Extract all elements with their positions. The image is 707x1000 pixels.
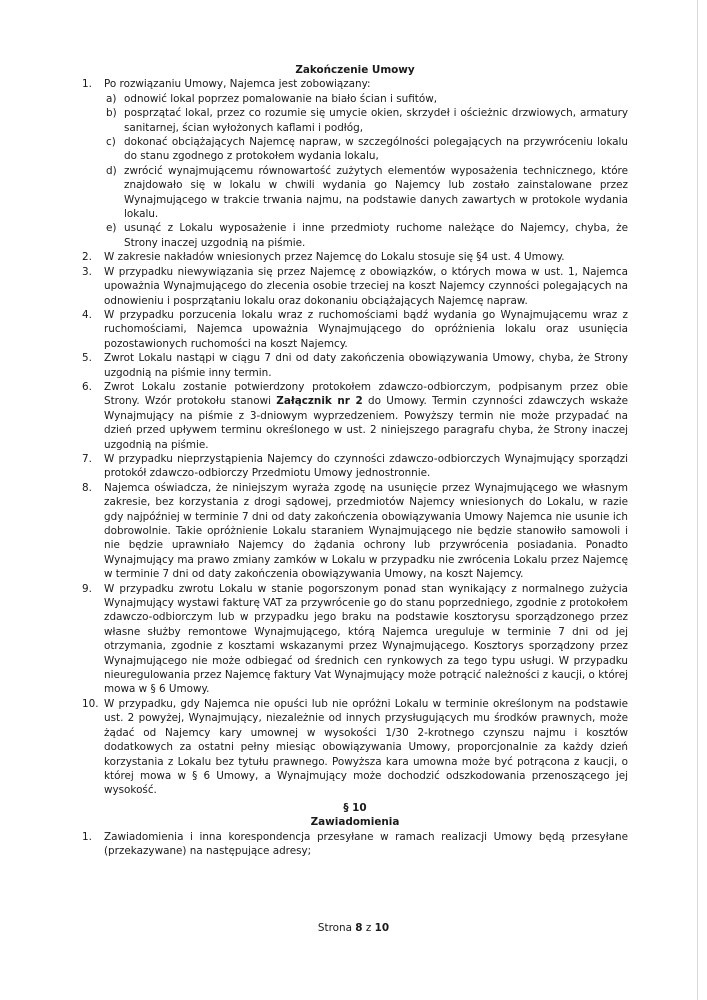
page-footer bbox=[0, 921, 707, 935]
subitem-text: odnowić lokal poprzez pomalowanie na biało ścian i sufitów, bbox=[124, 92, 438, 105]
clause-number: 9. bbox=[82, 582, 92, 595]
clause-3 bbox=[82, 265, 628, 308]
clause-number: 7. bbox=[82, 452, 92, 465]
clause-9 bbox=[82, 582, 628, 697]
clause-6 bbox=[82, 380, 628, 452]
subitem-text: dokonać obciążających Najemcę napraw, w szczególności polegających na przywróceniu lokalu do stanu zgodnego z protokołem wydania lokalu, bbox=[124, 136, 628, 163]
clause-number: 4. bbox=[82, 308, 92, 321]
page-edge-line bbox=[697, 0, 698, 1000]
subitem-label: d) bbox=[106, 164, 117, 177]
section-title: Zawiadomienia bbox=[310, 816, 400, 829]
clause-1 bbox=[82, 77, 628, 250]
subitem-c bbox=[104, 135, 628, 164]
clause-number: 1. bbox=[82, 78, 92, 91]
clause-text-after: do Umowy. Termin czynności zdawczych wskaże Wynajmujący na piśmie z 3-dniowym wyprzedzeniem. Powyższy termin nie może przypadać na dzień przed upływem terminu określonego w ust. 2 niniejszego paragrafu chyba, że Strony inaczej uzgodnią na piśmie. bbox=[104, 395, 628, 451]
termination-clauses bbox=[82, 77, 628, 797]
clause-text: Najemca oświadcza, że niniejszym wyraża zgodę na usunięcie przez Wynajmującego we własnym zakresie, bez korzystania z drogi sądowej, przedmiotów Najemcy wniesionych do Lokalu, w razie gdy najpóźniej w terminie 7 dni od daty zakończenia obowiązywania Umowy Najemca nie usunie ich dobrowolnie. Takie opróżnienie Lokalu staraniem Wynajmującego nie będzie stanowiło samowoli i nie będzie uprawniało Najemcy do żądania ochrony lub przywrócenia posiadania. Ponadto Wynajmujący ma prawo zmiany zamków w Lokalu w przypadku nie zwrócenia Lokalu przez Najemcę w terminie 7 dni od daty zakończenia obowiązywania Umowy, na koszt Najemcy. bbox=[104, 481, 628, 581]
clause-4 bbox=[82, 308, 628, 351]
clause-number: 1. bbox=[82, 830, 92, 843]
current-page-number: 8 bbox=[355, 922, 363, 934]
section-number: § 10 bbox=[343, 801, 367, 814]
subitem-text: posprzątać lokal, przez co rozumie się umycie okien, skrzydeł i ościeżnic drzwiowych, armatury sanitarnej, ścian wyłożonych kaflami i podłóg, bbox=[124, 107, 628, 134]
clause-1-subitems bbox=[104, 92, 628, 250]
attachment-reference: Załącznik nr 2 bbox=[276, 395, 363, 408]
clause-number: 2. bbox=[82, 251, 92, 264]
clause-text-before: Zwrot Lokalu zostanie potwierdzony protokołem zdawczo-odbiorczym, podpisanym przez obie Strony. Wzór protokołu stanowi bbox=[104, 380, 628, 408]
subitem-label: b) bbox=[106, 107, 117, 120]
clause-text: W przypadku niewywiązania się przez Najemcę z obowiązków, o których mowa w ust. 1, Najemca upoważnia Wynajmującego do zlecenia osobie trzeciej na koszt Najemcy czynności polegających na odnowieniu i posprzątaniu lokalu oraz dokonaniu obciążających Najemcę napraw. bbox=[104, 265, 628, 307]
clause-number: 5. bbox=[82, 352, 92, 365]
document-content bbox=[82, 63, 628, 858]
clause-number: 3. bbox=[82, 265, 92, 278]
clause-number: 6. bbox=[82, 380, 92, 393]
clause-text: W zakresie nakładów wniesionych przez Najemcę do Lokalu stosuje się §4 ust. 4 Umowy. bbox=[104, 251, 565, 264]
page-label: Strona bbox=[317, 922, 352, 934]
subitem-text: usunąć z Lokalu wyposażenie i inne przedmioty ruchome należące do Najemcy, chyba, że Strony inaczej uzgodnią na piśmie. bbox=[124, 222, 628, 249]
subitem-d bbox=[104, 164, 628, 222]
clause-text: W przypadku nieprzystąpienia Najemcy do czynności zdawczo-odbiorczych Wynajmujący sporządzi protokół zdawczo-odbiorczy Przedmiotu Umowy jednostronnie. bbox=[104, 452, 628, 480]
page-separator: z bbox=[365, 922, 372, 934]
subitem-label: e) bbox=[106, 222, 117, 235]
clause-text: Zwrot Lokalu nastąpi w ciągu 7 dni od daty zakończenia obowiązywania Umowy, chyba, że Strony uzgodnią na piśmie inny termin. bbox=[104, 352, 628, 379]
clause-10 bbox=[82, 697, 628, 798]
clause-text: Zawiadomienia i inna korespondencja przesyłane w ramach realizacji Umowy będą przesyłane (przekazywane) na następujące adresy; bbox=[104, 830, 628, 857]
notification-clause-1 bbox=[82, 830, 628, 859]
section-heading: Zakończenie Umowy bbox=[295, 64, 415, 76]
clause-text: W przypadku, gdy Najemca nie opuści lub nie opróżni Lokalu w terminie określonym na podstawie ust. 2 powyżej, Wynajmujący, niezależnie od innych przysługujących mu środków prawnych, może żądać od Najemcy kary umownej w wysokości 1/30 2-krotnego czynszu najmu i kosztów dodatkowych za ostatni pełny miesiąc obowiązywania Umowy, proporcjonalnie za każdy dzień korzystania z Lokalu bez tytułu prawnego. Powyższa kara umowna może być potrącona z kaucji, o której mowa w § 6 Umowy, a Wynajmujący może dochodzić odszkodowania przenoszącego jej wysokość. bbox=[104, 697, 628, 797]
subitem-label: c) bbox=[106, 136, 116, 149]
notification-clauses bbox=[82, 830, 628, 859]
clause-text: W przypadku zwrotu Lokalu w stanie pogorszonym ponad stan wynikający z normalnego zużycia Wynajmujący wystawi fakturę VAT za przywrócenie go do stanu poprzedniego, zgodnie z protokołem zdawczo-odbiorczym lub w przypadku jego braku na podstawie kosztorysu sporządzonego przez własne służby remontowe Wynajmującego, którą Najemca ureguluje w terminie 7 dni od jej otrzymania, zgodnie z kosztami wskazanymi przez Wynajmującego. Kosztorys sporządzony przez Wynajmującego nie może odbiegać od średnich cen rynkowych za tego typu usługi. W przypadku nieuregulowania przez Najemcę faktury Vat Wynajmujący może potrącić należności z kaucji, o której mowa w § 6 Umowy. bbox=[104, 582, 628, 696]
subitem-a bbox=[104, 92, 628, 106]
clause-2 bbox=[82, 250, 628, 264]
subitem-text: zwrócić wynajmującemu równowartość zużytych elementów wyposażenia technicznego, które znajdowało się w lokalu w chwili wydania go Najemcy lub zostało zainstalowane przez Wynajmującego w trakcie trwania najmu, na podstawie danych zawartych w protokole wydania lokalu. bbox=[124, 164, 628, 221]
clause-text: W przypadku porzucenia lokalu wraz z ruchomościami bądź wydania go Wynajmującemu wraz z ruchomościami, Najemca upoważnia Wynajmującego do opróżnienia lokalu oraz usunięcia pozostawionych ruchomości na koszt Najemcy. bbox=[104, 308, 628, 350]
clause-8 bbox=[82, 481, 628, 582]
subitem-e bbox=[104, 221, 628, 250]
subitem-label: a) bbox=[106, 92, 117, 105]
total-page-number: 10 bbox=[374, 922, 390, 934]
clause-number: 8. bbox=[82, 481, 92, 494]
clause-text: Po rozwiązaniu Umowy, Najemca jest zobowiązany: bbox=[104, 78, 371, 91]
subitem-b bbox=[104, 106, 628, 135]
clause-number: 10. bbox=[82, 697, 99, 710]
clause-7 bbox=[82, 452, 628, 481]
clause-5 bbox=[82, 351, 628, 380]
